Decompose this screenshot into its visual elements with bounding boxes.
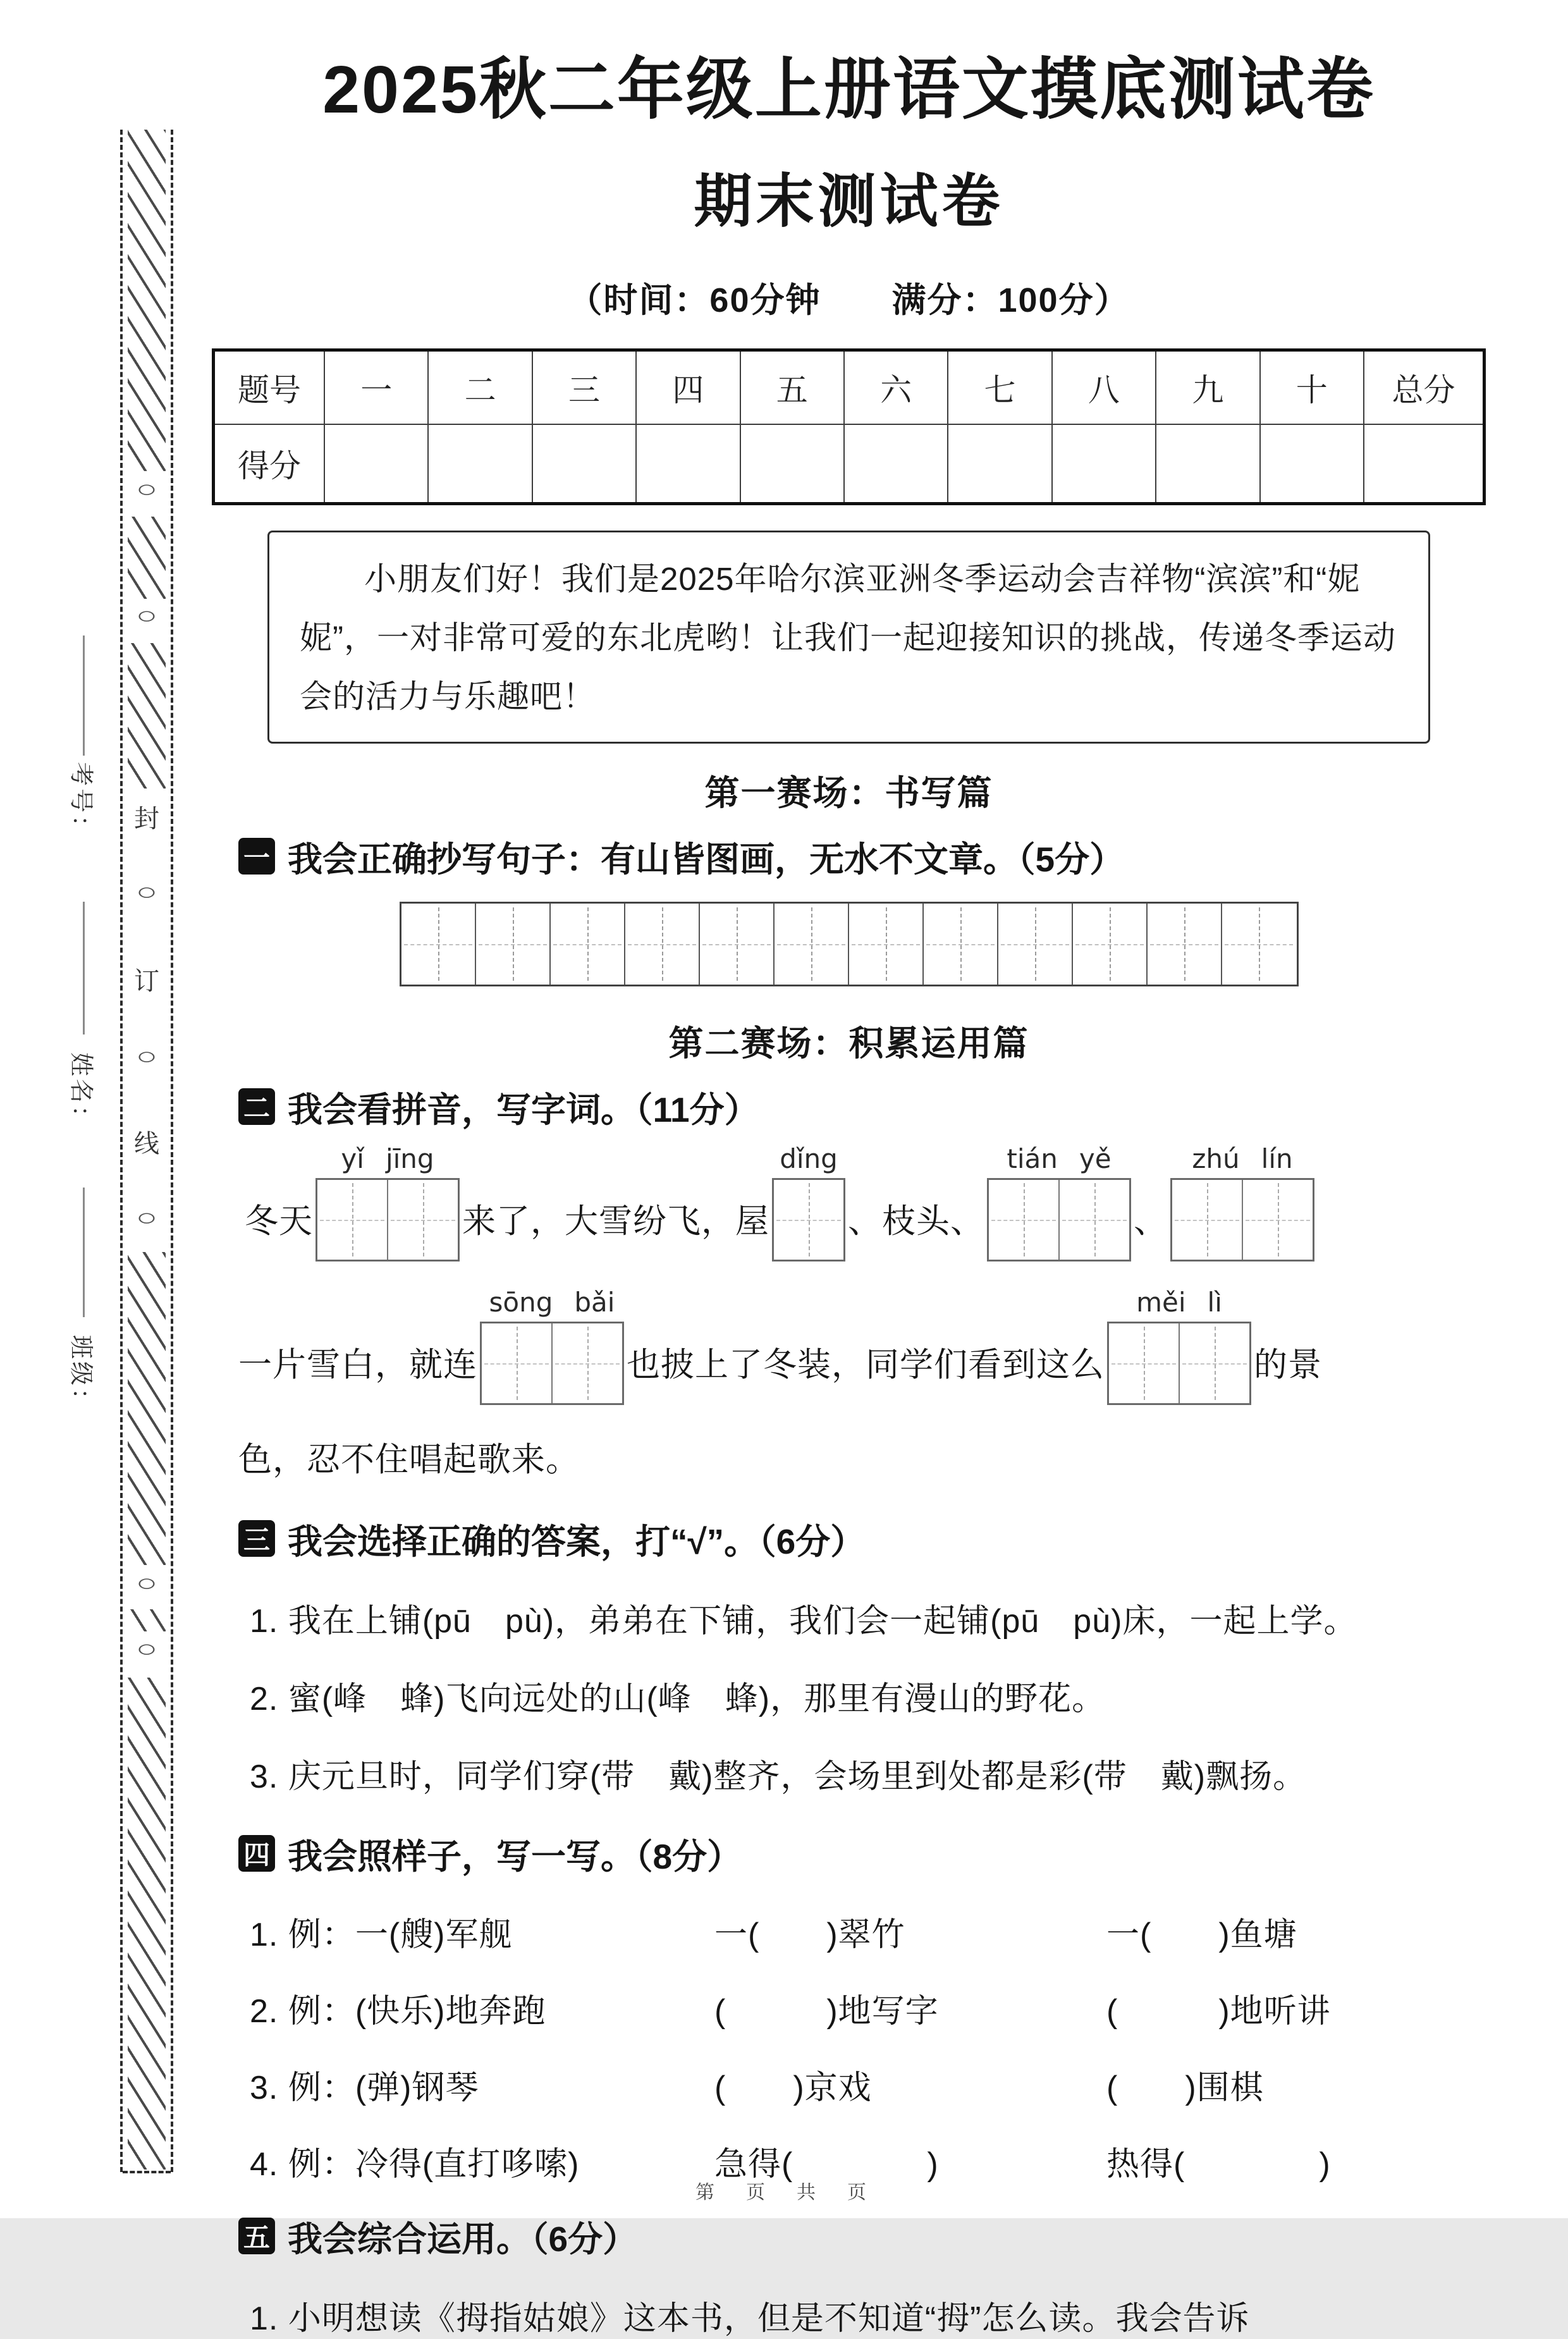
- question-4-header: [212, 1829, 1486, 1879]
- answer-cell: [317, 1180, 388, 1260]
- answer-cell: [1060, 1180, 1129, 1260]
- answer-cell: [1243, 1180, 1313, 1260]
- seal-circle: ○: [135, 1043, 158, 1070]
- intro-box: 小朋友们好！我们是2025年哈尔滨亚洲冬季运动会吉祥物“滨滨”和“妮妮”，一对非常可爱的东北虎哟！让我们一起迎接知识的挑战，传递冬季运动会的活力与乐趣吧！: [267, 531, 1430, 743]
- class-line: [83, 1188, 85, 1317]
- page-title: 2025秋二年级上册语文摸底测试卷: [322, 52, 1375, 127]
- q3-item-1: 1. 我在上铺(pū pù)，弟弟在下铺，我们会一起铺(pū pù)床，一起上学。: [250, 1602, 1357, 1640]
- pinyin-syllable: lì: [1207, 1286, 1222, 1318]
- pinyin-sentence-1: [212, 1143, 1486, 1262]
- sentence-continuation: 色，忍不住唱起歌来。: [238, 1440, 580, 1478]
- answer-cells: [480, 1322, 624, 1405]
- score-cell: [1052, 424, 1156, 504]
- question-5-badge: 五: [238, 2218, 275, 2254]
- question-4-badge: 四: [238, 1835, 275, 1872]
- pinyin-label: [489, 1287, 615, 1318]
- writing-cell: [849, 904, 924, 985]
- answer-cells: [1107, 1322, 1251, 1405]
- question-5-header: [212, 2211, 1486, 2261]
- hatch-pattern: [128, 1609, 166, 1631]
- score-cell: [1364, 424, 1485, 504]
- text-run: 也披上了冬装，同学们看到这么: [627, 1346, 1105, 1384]
- q4-blank: 一( )鱼塘: [1106, 1916, 1297, 1953]
- text-run: 的景: [1254, 1346, 1322, 1384]
- writing-cell: [625, 904, 700, 985]
- writing-cell: [1073, 904, 1148, 985]
- answer-cell: [482, 1323, 553, 1403]
- name-line: [83, 902, 85, 1034]
- score-header-cell: 一: [324, 350, 428, 425]
- q4-blank: ( )地听讲: [1106, 1992, 1331, 2030]
- score-header-cell: 三: [532, 350, 636, 425]
- answer-cell: [774, 1180, 843, 1260]
- score-header-cell: 八: [1052, 350, 1156, 425]
- answer-cells: [772, 1178, 845, 1262]
- writing-cell: [700, 904, 775, 985]
- text-run: 、枝头、: [848, 1202, 984, 1240]
- seal-circle: ○: [135, 1636, 158, 1662]
- score-row-label: 得分: [214, 424, 325, 504]
- answer-cells: [315, 1178, 460, 1262]
- writing-cell: [1222, 904, 1295, 985]
- score-cell: [948, 424, 1051, 504]
- exam-meta: （时间：60分钟 满分：100分）: [568, 281, 1130, 320]
- exam-number-line: [83, 635, 85, 756]
- seal-char-ding: 订: [134, 967, 159, 995]
- answer-cells: [987, 1178, 1131, 1262]
- answer-cell: [989, 1180, 1060, 1260]
- seal-char-xian: 线: [134, 1130, 159, 1158]
- seal-circle: ○: [135, 603, 158, 629]
- pinyin-syllable: sōng: [489, 1286, 553, 1318]
- score-cell: [532, 424, 636, 504]
- class-label: 班级：: [67, 1335, 94, 1415]
- seal-circle: ○: [135, 476, 158, 503]
- score-cell: [1156, 424, 1259, 504]
- pinyin-syllable: dǐng: [780, 1143, 838, 1174]
- pinyin-syllable: tián: [1007, 1143, 1058, 1174]
- text-run: 来了，大雪纷飞，屋: [462, 1202, 769, 1240]
- pinyin-syllable: jīng: [385, 1143, 434, 1174]
- question-1-text: 我会正确抄写句子：有山皆图画，无水不文章。（5分）: [288, 839, 1125, 879]
- pinyin-label: [1007, 1143, 1111, 1174]
- writing-grid: [400, 902, 1299, 986]
- text-run: 冬天: [245, 1202, 313, 1240]
- score-cell: [324, 424, 428, 504]
- score-header-row: [214, 350, 1485, 425]
- q4-row-2: [212, 1984, 1486, 2032]
- text-run: 、: [1134, 1202, 1168, 1240]
- page-footer: 第 页 共 页: [695, 2182, 873, 2203]
- score-header-cell: 九: [1156, 350, 1259, 425]
- hatch-pattern: [128, 1252, 166, 1565]
- score-cell: [740, 424, 844, 504]
- question-1-badge: 一: [238, 838, 275, 875]
- pinyin-group-yijing: [315, 1143, 460, 1262]
- writing-cell: [551, 904, 625, 985]
- hatch-pattern: [128, 643, 166, 789]
- score-cell: [1260, 424, 1364, 504]
- writing-cell: [476, 904, 551, 985]
- question-5-text: 我会综合运用。（6分）: [288, 2219, 638, 2259]
- answer-cell: [553, 1323, 622, 1403]
- pinyin-syllable: zhú: [1192, 1143, 1240, 1174]
- seal-binding-strip: [120, 130, 173, 2172]
- q4-blank: 一( )翠竹: [714, 1916, 905, 1953]
- question-3-badge: 三: [238, 1520, 275, 1557]
- main-content: [212, 35, 1486, 2339]
- hatch-pattern: [128, 517, 166, 599]
- score-table: [212, 348, 1486, 505]
- score-header-cell: 六: [844, 350, 948, 425]
- pinyin-syllable: měi: [1136, 1286, 1186, 1318]
- answer-cells: [1170, 1178, 1314, 1262]
- writing-cell: [924, 904, 998, 985]
- writing-cell: [401, 904, 476, 985]
- pinyin-group-zhulin: [1170, 1143, 1314, 1262]
- score-header-cell: 四: [636, 350, 740, 425]
- pinyin-label: [1192, 1143, 1292, 1174]
- question-3-header: [212, 1514, 1486, 1564]
- section-2-heading: 第二赛场：积累运用篇: [668, 1023, 1029, 1063]
- pinyin-group-songbai: [480, 1287, 624, 1405]
- pinyin-group-ding: [772, 1143, 845, 1262]
- exam-number-label: 考号：: [67, 762, 94, 842]
- score-cell: [428, 424, 532, 504]
- writing-cell: [998, 904, 1073, 985]
- name-label: 姓名：: [67, 1052, 94, 1133]
- q4-blank: ( )围棋: [1106, 2069, 1264, 2106]
- q4-blank: ( )京戏: [714, 2069, 872, 2106]
- pinyin-syllable: bǎi: [574, 1286, 615, 1318]
- hatch-pattern: [128, 1678, 166, 2170]
- score-header-cell: 二: [428, 350, 532, 425]
- pinyin-sentence-2: [212, 1287, 1486, 1405]
- pinyin-syllable: yǐ: [341, 1143, 364, 1174]
- answer-cell: [388, 1180, 458, 1260]
- seal-circle: ○: [135, 1205, 158, 1231]
- score-header-cell: 五: [740, 350, 844, 425]
- q4-blank: 热得( ): [1106, 2146, 1331, 2183]
- page-subtitle: 期末测试卷: [694, 169, 1004, 235]
- pinyin-syllable: lín: [1261, 1143, 1293, 1174]
- q4-blank: ( )地写字: [714, 1992, 939, 2030]
- question-2-header: [212, 1082, 1486, 1132]
- q3-item-2: 2. 蜜(峰 蜂)飞向远处的山(峰 蜂)，那里有漫山的野花。: [250, 1680, 1106, 1717]
- score-value-row: [214, 424, 1485, 504]
- student-info-column: [61, 635, 106, 1415]
- answer-cell: [1180, 1323, 1249, 1403]
- text-run: 一片雪白，就连: [238, 1346, 477, 1384]
- score-cell: [636, 424, 740, 504]
- question-4-text: 我会照样子，写一写。（8分）: [288, 1836, 742, 1876]
- q4-row-3: [212, 2061, 1486, 2108]
- seal-char-feng: 封: [134, 805, 159, 833]
- score-cell: [844, 424, 948, 504]
- question-1-header: [212, 832, 1486, 881]
- seal-circle: ○: [135, 1570, 158, 1597]
- q4-example: 4. 例：冷得(直打哆嗦): [250, 2146, 580, 2183]
- pinyin-group-tianye: [987, 1143, 1131, 1262]
- score-header-cell: 七: [948, 350, 1051, 425]
- q4-example: 2. 例：(快乐)地奔跑: [250, 1992, 546, 2030]
- pinyin-label: [341, 1143, 434, 1174]
- hatch-pattern: [128, 130, 166, 471]
- seal-circle: ○: [135, 879, 158, 906]
- pinyin-label: [1136, 1287, 1222, 1318]
- answer-cell: [1109, 1323, 1180, 1403]
- q3-item-3: 3. 庆元旦时，同学们穿(带 戴)整齐，会场里到处都是彩(带 戴)飘扬。: [250, 1758, 1307, 1795]
- pinyin-group-meili: [1107, 1287, 1251, 1405]
- writing-cell: [775, 904, 849, 985]
- question-2-badge: 二: [238, 1088, 275, 1125]
- q4-example: 3. 例：(弹)钢琴: [250, 2069, 479, 2106]
- score-header-cell: 总分: [1364, 350, 1485, 425]
- question-3-text: 我会选择正确的答案，打“√”。（6分）: [288, 1521, 866, 1561]
- pinyin-label: [780, 1143, 838, 1174]
- pinyin-syllable: yě: [1079, 1143, 1112, 1174]
- answer-cell: [1172, 1180, 1243, 1260]
- q4-example: 1. 例：一(艘)军舰: [250, 1916, 513, 1953]
- question-2-text: 我会看拼音，写字词。（11分）: [288, 1090, 759, 1129]
- q4-blank: 急得( ): [714, 2146, 939, 2183]
- writing-cell: [1148, 904, 1222, 985]
- score-corner-cell: 题号: [214, 350, 325, 425]
- q4-row-1: [212, 1908, 1486, 1955]
- q5-item-1: 1. 小明想读《拇指姑娘》这本书，但是不知道“拇”怎么读。我会告诉: [250, 2300, 1250, 2337]
- score-header-cell: 十: [1260, 350, 1364, 425]
- section-1-heading: 第一赛场：书写篇: [704, 773, 993, 813]
